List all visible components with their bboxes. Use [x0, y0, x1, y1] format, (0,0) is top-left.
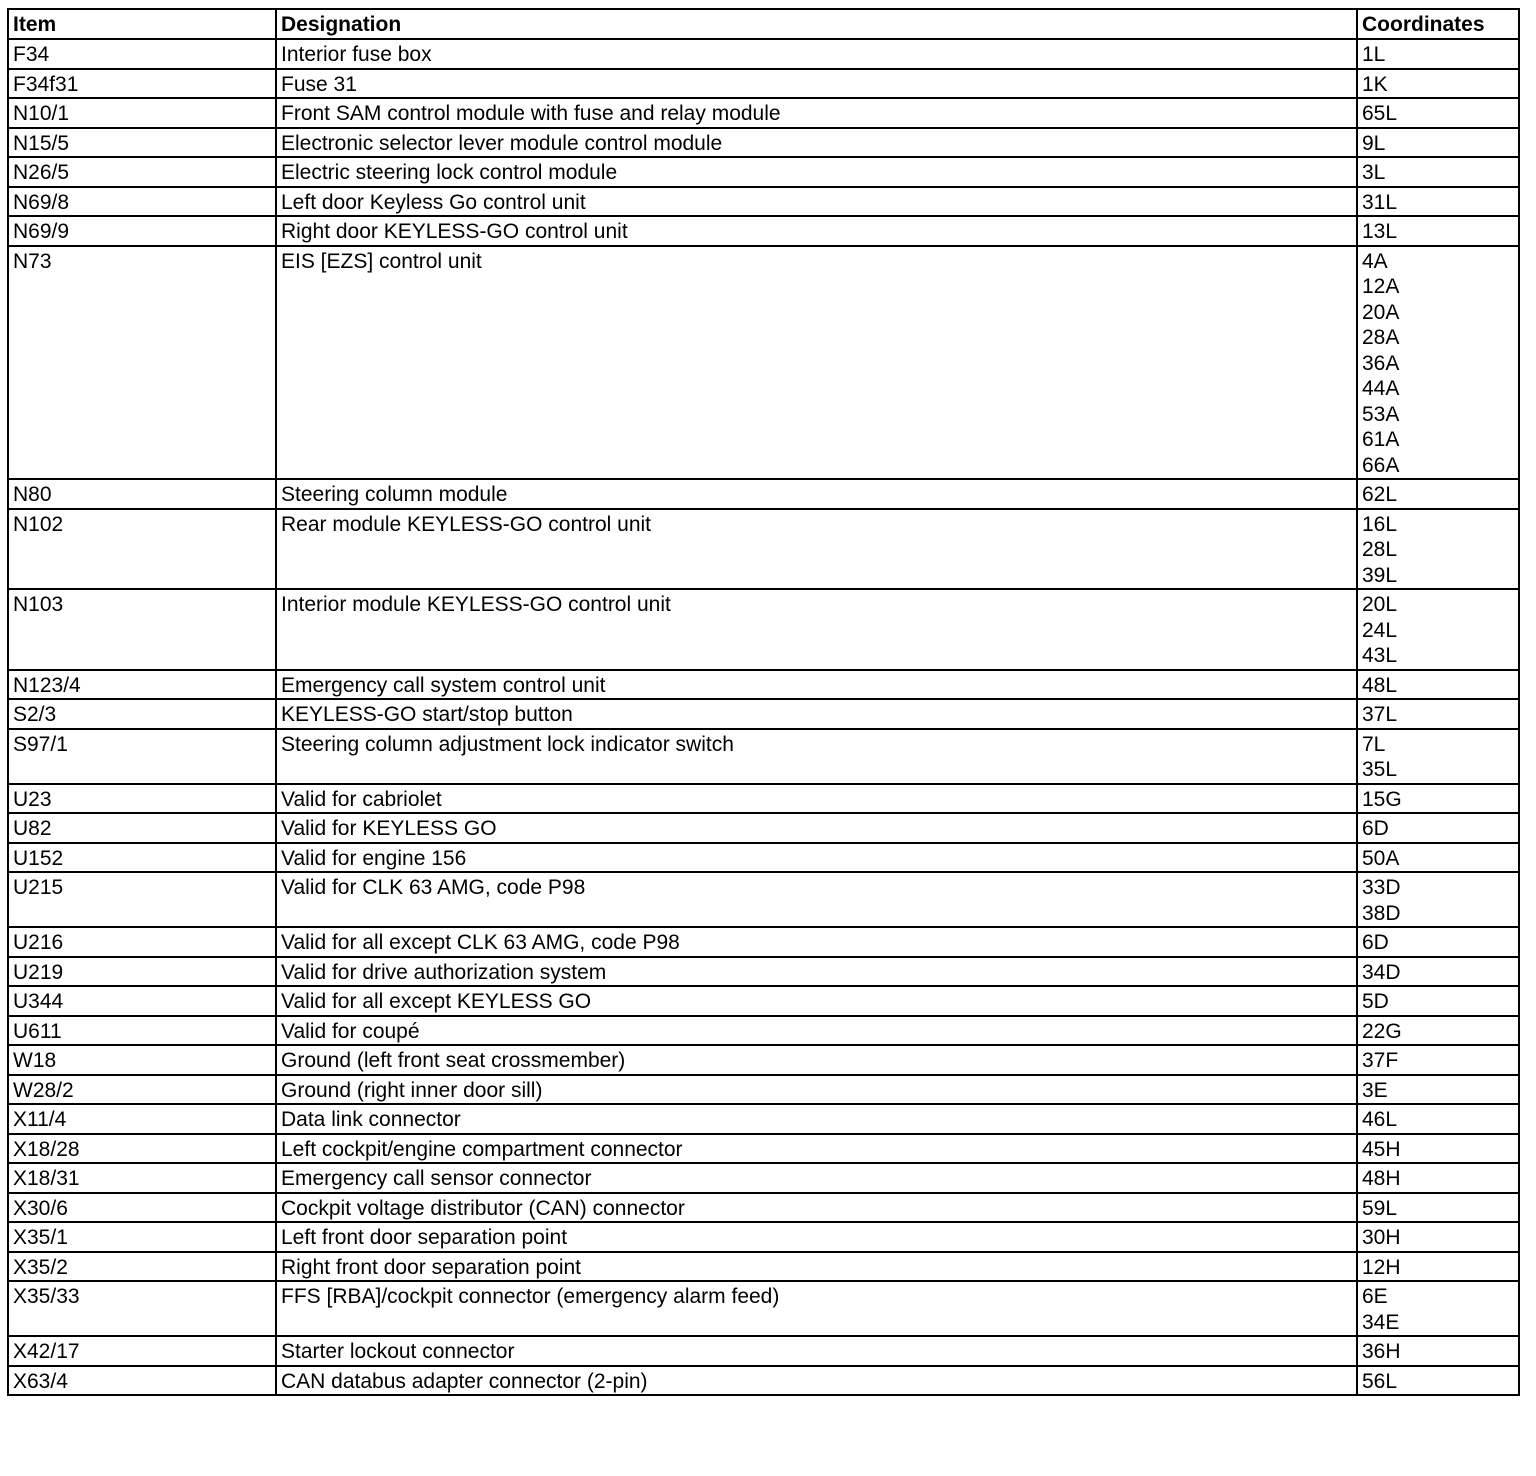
item-cell: W18 [8, 1045, 276, 1075]
table-row [8, 509, 1519, 590]
coordinate-value: 37L [1362, 703, 1398, 726]
coordinate-value: 45H [1362, 1137, 1401, 1161]
coordinate-value: 36H [1362, 1340, 1401, 1363]
designation-cell: Front SAM control module with fuse and relay module [276, 98, 1357, 128]
coordinates-cell [1357, 1336, 1519, 1366]
designation-cell: FFS [RBA]/cockpit connector (emergency alarm feed) [276, 1281, 1357, 1336]
table-row [8, 1134, 1519, 1164]
table-row [8, 128, 1519, 158]
designation-cell: Cockpit voltage distributor (CAN) connector [276, 1193, 1357, 1223]
coordinates-cell [1357, 699, 1519, 729]
coordinates-cell [1357, 216, 1519, 246]
coordinates-cell [1357, 1252, 1519, 1282]
coordinate-value: 48L [1362, 673, 1398, 697]
coordinate-value: 38D [1362, 901, 1401, 925]
item-cell: N103 [8, 589, 276, 670]
item-cell: X35/2 [8, 1252, 276, 1282]
coordinates-cell [1357, 1016, 1519, 1046]
designation-cell: Ground (left front seat crossmember) [276, 1045, 1357, 1075]
designation-cell: Left front door separation point [276, 1222, 1357, 1252]
table-row [8, 1075, 1519, 1105]
table-row [8, 986, 1519, 1016]
component-legend-table [7, 8, 1520, 1396]
coordinate-value: 36A [1362, 351, 1400, 375]
table-row [8, 1045, 1519, 1075]
coordinate-value: 44A [1362, 377, 1400, 400]
table-row [8, 1104, 1519, 1134]
column-header-coordinates: Coordinates [1357, 9, 1519, 39]
coordinate-value: 53A [1362, 402, 1400, 426]
coordinate-value: 62L [1362, 483, 1398, 506]
coordinates-cell [1357, 187, 1519, 217]
component-legend-sheet [7, 8, 1518, 1396]
designation-cell: Interior fuse box [276, 39, 1357, 69]
table-row [8, 1281, 1519, 1336]
coordinates-cell [1357, 98, 1519, 128]
table-row [8, 589, 1519, 670]
designation-cell: Rear module KEYLESS-GO control unit [276, 509, 1357, 590]
designation-cell: Data link connector [276, 1104, 1357, 1134]
coordinate-value: 59L [1362, 1196, 1398, 1220]
coordinate-value: 6D [1362, 931, 1389, 954]
coordinates-cell [1357, 246, 1519, 480]
table-row [8, 1222, 1519, 1252]
table-header-row [8, 9, 1519, 39]
item-cell: N69/8 [8, 187, 276, 217]
table-row [8, 187, 1519, 217]
table-row [8, 479, 1519, 509]
item-cell: N80 [8, 479, 276, 509]
item-cell: S97/1 [8, 729, 276, 784]
designation-cell: Valid for engine 156 [276, 843, 1357, 873]
coordinates-cell [1357, 927, 1519, 957]
coordinate-value: 12A [1362, 275, 1400, 298]
item-cell: U219 [8, 957, 276, 987]
coordinates-cell [1357, 986, 1519, 1016]
table-row [8, 69, 1519, 99]
coordinates-cell [1357, 589, 1519, 670]
designation-cell: Fuse 31 [276, 69, 1357, 99]
coordinate-value: 43L [1362, 644, 1398, 667]
designation-cell: Emergency call sensor connector [276, 1163, 1357, 1193]
designation-cell: Right front door separation point [276, 1252, 1357, 1282]
table-row [8, 1336, 1519, 1366]
coordinate-value: 28L [1362, 538, 1398, 561]
coordinate-value: 31L [1362, 190, 1398, 214]
table-row [8, 39, 1519, 69]
coordinate-value: 35L [1362, 758, 1398, 781]
coordinates-cell [1357, 1366, 1519, 1396]
item-cell: N123/4 [8, 670, 276, 700]
item-cell: N69/9 [8, 216, 276, 246]
item-cell: X63/4 [8, 1366, 276, 1396]
coordinate-value: 13L [1362, 220, 1398, 243]
designation-cell: Steering column module [276, 479, 1357, 509]
coordinate-value: 22G [1362, 1019, 1402, 1043]
coordinates-cell [1357, 1163, 1519, 1193]
coordinate-value: 39L [1362, 563, 1398, 587]
item-cell: X35/1 [8, 1222, 276, 1252]
coordinate-value: 20L [1362, 593, 1398, 616]
designation-cell: Electric steering lock control module [276, 157, 1357, 187]
table-row [8, 1366, 1519, 1396]
designation-cell: Emergency call system control unit [276, 670, 1357, 700]
designation-cell: Valid for drive authorization system [276, 957, 1357, 987]
coordinate-value: 16L [1362, 512, 1398, 536]
coordinate-value: 28A [1362, 326, 1400, 349]
coordinate-value: 61A [1362, 428, 1400, 451]
table-row [8, 729, 1519, 784]
item-cell: X35/33 [8, 1281, 276, 1336]
coordinates-cell [1357, 157, 1519, 187]
table-row [8, 1193, 1519, 1223]
table-body [8, 39, 1519, 1395]
coordinates-cell [1357, 1193, 1519, 1223]
item-cell: U215 [8, 872, 276, 927]
coordinate-value: 15G [1362, 787, 1402, 811]
item-cell: U23 [8, 784, 276, 814]
table-row [8, 670, 1519, 700]
designation-cell: Interior module KEYLESS-GO control unit [276, 589, 1357, 670]
coordinates-cell [1357, 843, 1519, 873]
coordinate-value: 20A [1362, 300, 1400, 324]
coordinate-value: 37F [1362, 1049, 1399, 1072]
coordinates-cell [1357, 1134, 1519, 1164]
coordinates-cell [1357, 39, 1519, 69]
item-cell: U152 [8, 843, 276, 873]
coordinates-cell [1357, 1075, 1519, 1105]
table-row [8, 843, 1519, 873]
table-row [8, 872, 1519, 927]
designation-cell: Ground (right inner door sill) [276, 1075, 1357, 1105]
item-cell: N73 [8, 246, 276, 480]
item-cell: N26/5 [8, 157, 276, 187]
coordinates-cell [1357, 1281, 1519, 1336]
coordinates-cell [1357, 128, 1519, 158]
table-row [8, 957, 1519, 987]
item-cell: N10/1 [8, 98, 276, 128]
item-cell: W28/2 [8, 1075, 276, 1105]
coordinate-value: 34D [1362, 960, 1401, 984]
coordinate-value: 46L [1362, 1108, 1398, 1131]
table-row [8, 1163, 1519, 1193]
table-row [8, 927, 1519, 957]
coordinates-cell [1357, 1045, 1519, 1075]
coordinate-value: 3L [1362, 161, 1386, 184]
coordinate-value: 6D [1362, 817, 1389, 840]
table-row [8, 699, 1519, 729]
designation-cell: Valid for cabriolet [276, 784, 1357, 814]
item-cell: U611 [8, 1016, 276, 1046]
item-cell: X30/6 [8, 1193, 276, 1223]
coordinate-value: 12H [1362, 1255, 1401, 1279]
coordinate-value: 24L [1362, 618, 1398, 642]
item-cell: N102 [8, 509, 276, 590]
coordinate-value: 48H [1362, 1167, 1401, 1190]
coordinates-cell [1357, 509, 1519, 590]
item-cell: X42/17 [8, 1336, 276, 1366]
item-cell: S2/3 [8, 699, 276, 729]
coordinates-cell [1357, 813, 1519, 843]
designation-cell: Electronic selector lever module control module [276, 128, 1357, 158]
table-row [8, 216, 1519, 246]
table-row [8, 246, 1519, 480]
coordinate-value: 7L [1362, 732, 1386, 756]
designation-cell: EIS [EZS] control unit [276, 246, 1357, 480]
item-cell: U216 [8, 927, 276, 957]
coordinate-value: 1K [1362, 72, 1388, 96]
table-row [8, 1252, 1519, 1282]
table-row [8, 157, 1519, 187]
coordinate-value: 34E [1362, 1310, 1400, 1334]
designation-cell: Left door Keyless Go control unit [276, 187, 1357, 217]
designation-cell: KEYLESS-GO start/stop button [276, 699, 1357, 729]
designation-cell: Right door KEYLESS-GO control unit [276, 216, 1357, 246]
item-cell: N15/5 [8, 128, 276, 158]
coordinates-cell [1357, 872, 1519, 927]
coordinates-cell [1357, 729, 1519, 784]
coordinates-cell [1357, 69, 1519, 99]
designation-cell: Valid for CLK 63 AMG, code P98 [276, 872, 1357, 927]
coordinate-value: 33D [1362, 876, 1401, 899]
designation-cell: CAN databus adapter connector (2-pin) [276, 1366, 1357, 1396]
coordinates-cell [1357, 784, 1519, 814]
column-header-item: Item [8, 9, 276, 39]
item-cell: F34 [8, 39, 276, 69]
item-cell: X11/4 [8, 1104, 276, 1134]
table-row [8, 1016, 1519, 1046]
designation-cell: Left cockpit/engine compartment connector [276, 1134, 1357, 1164]
item-cell: U344 [8, 986, 276, 1016]
designation-cell: Valid for all except CLK 63 AMG, code P98 [276, 927, 1357, 957]
coordinate-value: 6E [1362, 1285, 1388, 1308]
table-row [8, 813, 1519, 843]
designation-cell: Steering column adjustment lock indicator switch [276, 729, 1357, 784]
item-cell: U82 [8, 813, 276, 843]
coordinate-value: 1L [1362, 43, 1386, 66]
item-cell: X18/28 [8, 1134, 276, 1164]
designation-cell: Valid for KEYLESS GO [276, 813, 1357, 843]
item-cell: F34f31 [8, 69, 276, 99]
column-header-designation: Designation [276, 9, 1357, 39]
designation-cell: Valid for coupé [276, 1016, 1357, 1046]
coordinates-cell [1357, 957, 1519, 987]
item-cell: X18/31 [8, 1163, 276, 1193]
coordinate-value: 9L [1362, 131, 1386, 155]
designation-cell: Starter lockout connector [276, 1336, 1357, 1366]
table-row [8, 98, 1519, 128]
coordinate-value: 50A [1362, 846, 1400, 870]
coordinates-cell [1357, 670, 1519, 700]
coordinate-value: 66A [1362, 453, 1400, 477]
table-row [8, 784, 1519, 814]
coordinates-cell [1357, 1104, 1519, 1134]
designation-cell: Valid for all except KEYLESS GO [276, 986, 1357, 1016]
coordinates-cell [1357, 479, 1519, 509]
coordinate-value: 3E [1362, 1078, 1388, 1102]
coordinate-value: 5D [1362, 990, 1389, 1013]
coordinates-cell [1357, 1222, 1519, 1252]
coordinate-value: 30H [1362, 1226, 1401, 1249]
coordinate-value: 56L [1362, 1369, 1398, 1393]
coordinate-value: 65L [1362, 102, 1398, 125]
coordinate-value: 4A [1362, 249, 1388, 273]
